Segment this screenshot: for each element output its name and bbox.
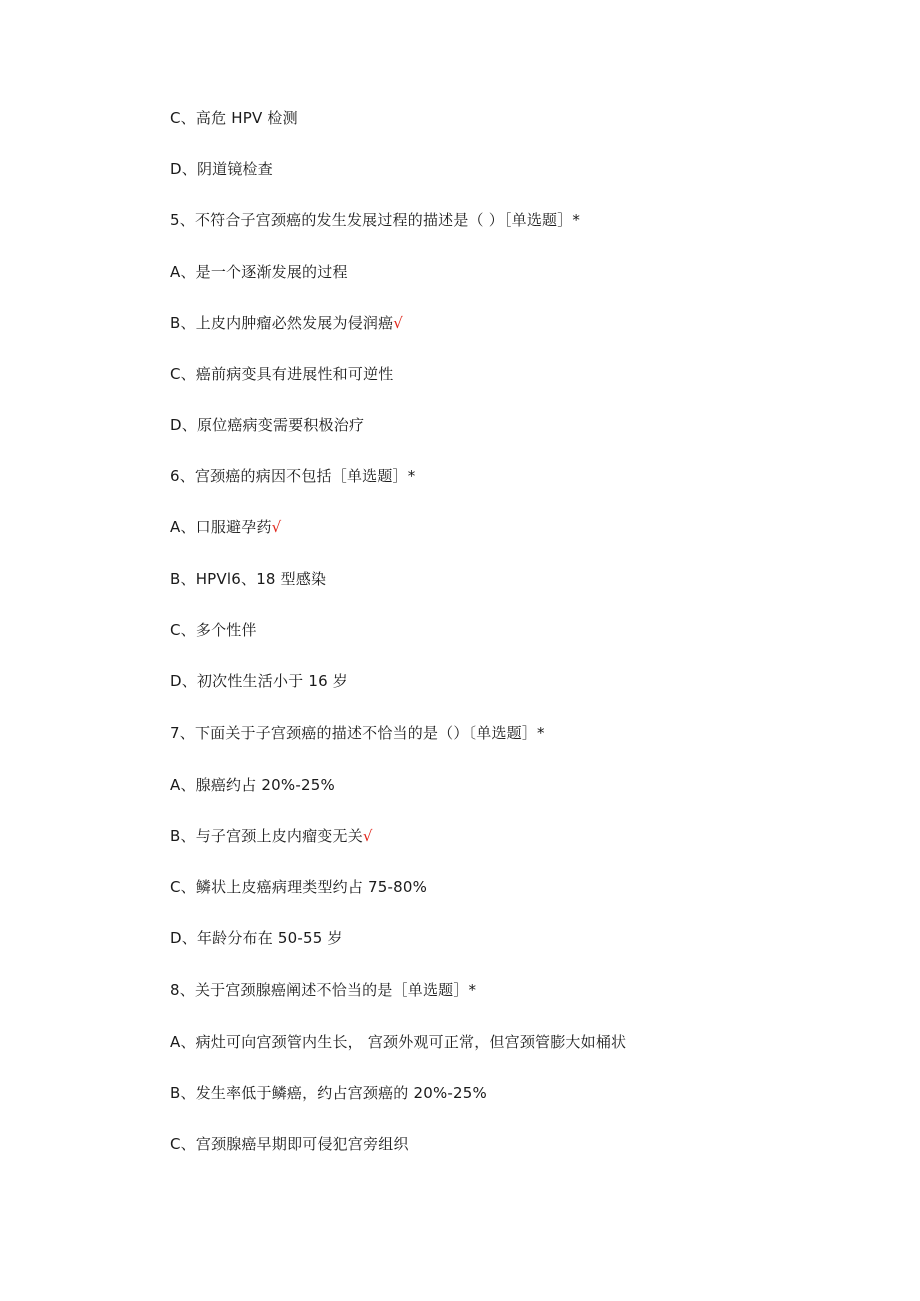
- line-text: C、癌前病变具有进展性和可逆性: [170, 365, 394, 383]
- line-text: A、口服避孕药: [170, 518, 272, 536]
- line-text: 7、下面关于子宫颈癌的描述不恰当的是（）〔单选题］*: [170, 724, 545, 742]
- line-text: A、腺癌约占 20%-25%: [170, 776, 335, 794]
- line-text: B、与子宫颈上皮内瘤变无关: [170, 827, 363, 845]
- option-a-q6: [170, 517, 281, 537]
- question-8: [170, 980, 476, 1000]
- option-b-q6: [170, 569, 326, 589]
- line-text: 8、关于宫颈腺癌阐述不恰当的是［单选题］*: [170, 981, 477, 999]
- line-text: A、是一个逐渐发展的过程: [170, 263, 348, 281]
- option-b-q8: [170, 1083, 487, 1103]
- option-a-q5: [170, 262, 348, 282]
- line-text: B、HPVl6、18 型感染: [170, 570, 327, 588]
- option-b-q5: [170, 313, 403, 333]
- option-a-q8: [170, 1032, 626, 1052]
- line-text: C、多个性伴: [170, 621, 257, 639]
- correct-check-mark: √: [393, 314, 404, 332]
- question-5: [170, 210, 580, 230]
- correct-check-mark: √: [362, 827, 373, 845]
- option-c-q6: [170, 620, 257, 640]
- line-text: C、鳞状上皮癌病理类型约占 75-80%: [170, 878, 428, 896]
- line-text: D、阴道镜检查: [170, 160, 273, 178]
- line-text: 5、不符合子宫颈癌的发生发展过程的描述是（ ）［单选题］*: [170, 211, 581, 229]
- line-text: D、年龄分布在 50-55 岁: [170, 929, 343, 947]
- line-text: A、病灶可向宫颈管内生长， 宫颈外观可正常，但宫颈管膨大如桶状: [170, 1033, 627, 1051]
- question-7: [170, 723, 545, 743]
- option-d-q4: [170, 159, 273, 179]
- line-text: 6、宫颈癌的病因不包括［单选题］*: [170, 467, 416, 485]
- line-text: B、上皮内肿瘤必然发展为侵润癌: [170, 314, 394, 332]
- option-c-q5: [170, 364, 393, 384]
- option-d-q5: [170, 415, 364, 435]
- option-d-q7: [170, 928, 343, 948]
- option-c-q4: [170, 108, 298, 128]
- option-b-q7: [170, 826, 373, 846]
- option-c-q7: [170, 877, 427, 897]
- line-text: B、发生率低于鳞癌，约占宫颈癌的 20%-25%: [170, 1084, 487, 1102]
- line-text: D、原位癌病变需要积极治疗: [170, 416, 365, 434]
- line-text: D、初次性生活小于 16 岁: [170, 672, 348, 690]
- option-a-q7: [170, 775, 335, 795]
- correct-check-mark: √: [271, 518, 282, 536]
- line-text: C、高危 HPV 检测: [170, 109, 298, 127]
- option-c-q8: [170, 1134, 409, 1154]
- question-6: [170, 466, 415, 486]
- line-text: C、宫颈腺癌早期即可侵犯宫旁组织: [170, 1135, 409, 1153]
- option-d-q6: [170, 671, 348, 691]
